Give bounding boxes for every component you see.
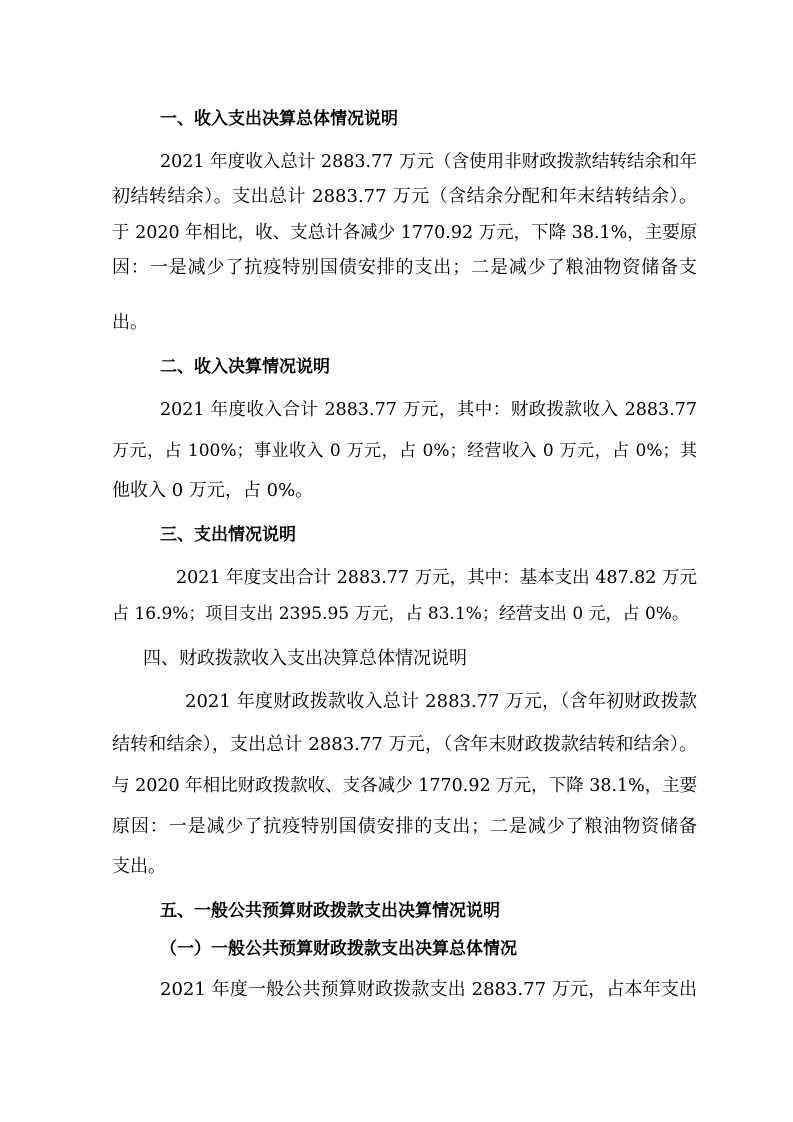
subsection-heading: （一）一般公共预算财政拨款支出决算总体情况 — [160, 939, 517, 959]
section-heading: 一、收入支出决算总体情况说明 — [160, 109, 398, 129]
paragraph-line: 他收入 0 万元，占 0%。 — [112, 480, 314, 501]
paragraph-line: 支出。 — [112, 856, 166, 877]
paragraph-line: 初结转结余）。支出总计 2883.77 万元（含结余分配和年末结转结余）。 — [112, 186, 697, 207]
section-heading: 二、收入决算情况说明 — [160, 357, 330, 377]
paragraph-line: 2021 年度收入总计 2883.77 万元（含使用非财政拨款结转结余和年 — [160, 152, 697, 172]
paragraph-line: 结转和结余），支出总计 2883.77 万元，（含年末财政拨款结转和结余）。 — [112, 734, 697, 755]
section-heading: 四、财政拨款收入支出决算总体情况说明 — [143, 648, 467, 669]
paragraph-line: 万元，占 100%；事业收入 0 万元，占 0%；经营收入 0 万元，占 0%；其 — [112, 441, 697, 461]
section-heading: 五、一般公共预算财政拨款支出决算情况说明 — [160, 901, 500, 921]
paragraph-line: 与 2020 年相比财政拨款收、支各减少 1770.92 万元，下降 38.1%，主要 — [112, 776, 697, 796]
paragraph-line: 2021 年度收入合计 2883.77 万元，其中：财政拨款收入 2883.77 — [160, 400, 697, 420]
paragraph-line: 原因：一是减少了抗疫特别国债安排的支出；二是减少了粮油物资储备 — [112, 816, 697, 837]
paragraph-line: 2021 年度财政拨款收入总计 2883.77 万元，（含年初财政拨款 — [185, 691, 697, 712]
paragraph-line: 2021 年度支出合计 2883.77 万元，其中：基本支出 487.82 万元 — [176, 568, 697, 588]
paragraph-line: 出。 — [112, 312, 148, 333]
paragraph-line: 因：一是减少了抗疫特别国债安排的支出；二是减少了粮油物资储备支 — [112, 257, 697, 278]
paragraph-line: 2021 年度一般公共预算财政拨款支出 2883.77 万元，占本年支出 — [160, 979, 697, 1000]
paragraph-line: 占 16.9%；项目支出 2395.95 万元，占 83.1%；经营支出 0 元，占 0%。 — [112, 604, 689, 624]
section-heading: 三、支出情况说明 — [160, 525, 296, 545]
paragraph-line: 于 2020 年相比，收、支总计各减少 1770.92 万元，下降 38.1%，主要原 — [112, 223, 697, 243]
